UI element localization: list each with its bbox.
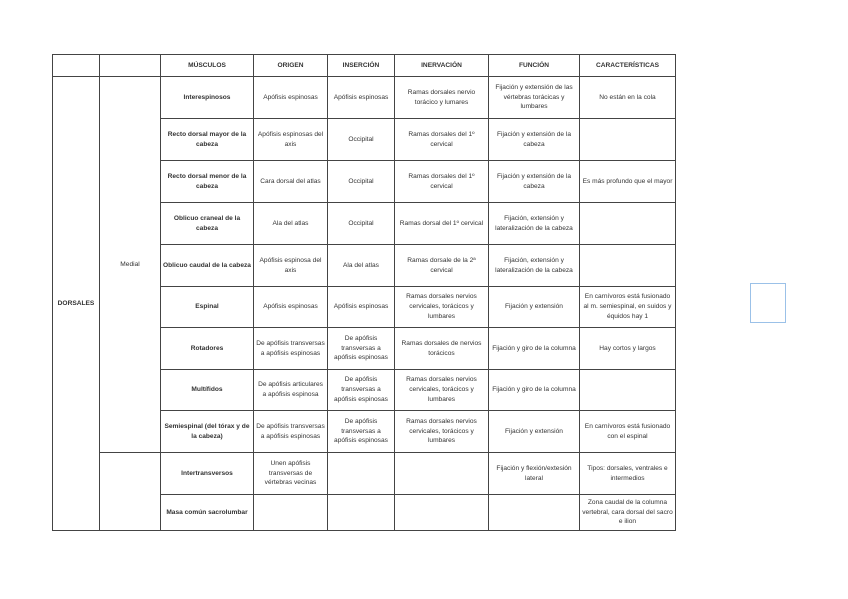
characteristics-cell: Es más profundo que el mayor [580, 161, 676, 203]
muscle-table [52, 54, 676, 531]
function-cell: Fijación, extensión y lateralización de la cabeza [489, 203, 580, 245]
empty-cell-outline [750, 283, 786, 323]
header-insercion: INSERCIÓN [328, 55, 395, 77]
table-row [53, 453, 676, 495]
origin-cell: De apófisis transversas a apófisis espinosas [254, 328, 328, 370]
muscle-name: Multífidos [161, 370, 254, 411]
origin-cell: De apófisis articulares a apófisis espinosa [254, 370, 328, 411]
insertion-cell: De apófisis transversas a apófisis espinosas [328, 370, 395, 411]
innervation-cell [395, 453, 489, 495]
group-label: Medial [100, 77, 161, 453]
innervation-cell: Ramas dorsales del 1º cervical [395, 119, 489, 161]
muscle-name: Espinal [161, 287, 254, 328]
origin-cell [254, 495, 328, 531]
function-cell: Fijación y extensión de la cabeza [489, 119, 580, 161]
group-cell-empty [100, 453, 161, 531]
function-cell: Fijación y flexión/extesión lateral [489, 453, 580, 495]
muscle-name: Oblicuo caudal de la cabeza [161, 245, 254, 287]
function-cell: Fijación y extensión de las vértebras torácicas y lumbares [489, 77, 580, 119]
characteristics-cell [580, 119, 676, 161]
characteristics-cell: Tipos: dorsales, ventrales e intermedios [580, 453, 676, 495]
characteristics-cell: Hay cortos y largos [580, 328, 676, 370]
empty-cell [53, 55, 100, 77]
header-musculos: MÚSCULOS [161, 55, 254, 77]
muscle-name: Rotadores [161, 328, 254, 370]
header-row [53, 55, 676, 77]
insertion-cell: Apófisis espinosas [328, 287, 395, 328]
characteristics-cell: En carnívoros está fusionado al m. semiespinal, en suidos y équidos hay 1 [580, 287, 676, 328]
characteristics-cell: No están en la cola [580, 77, 676, 119]
origin-cell: Apófisis espinosas [254, 77, 328, 119]
innervation-cell: Ramas dorsales nervio torácico y lumares [395, 77, 489, 119]
innervation-cell: Ramas dorsal del 1º cervical [395, 203, 489, 245]
function-cell [489, 495, 580, 531]
characteristics-cell: En carnívoros está fusionado con el espinal [580, 411, 676, 453]
function-cell: Fijación y extensión [489, 411, 580, 453]
insertion-cell: Apófisis espinosas [328, 77, 395, 119]
function-cell: Fijación y extensión [489, 287, 580, 328]
characteristics-cell [580, 370, 676, 411]
muscle-name: Recto dorsal menor de la cabeza [161, 161, 254, 203]
innervation-cell: Ramas dorsale de la 2ª cervical [395, 245, 489, 287]
characteristics-cell: Zona caudal de la columna vertebral, cara dorsal del sacro e ilion [580, 495, 676, 531]
header-inervacion: INERVACIÓN [395, 55, 489, 77]
characteristics-cell [580, 203, 676, 245]
innervation-cell: Ramas dorsales del 1º cervical [395, 161, 489, 203]
function-cell: Fijación y extensión de la cabeza [489, 161, 580, 203]
origin-cell: Unen apófisis transversas de vértebras vecinas [254, 453, 328, 495]
insertion-cell [328, 495, 395, 531]
origin-cell: Ala del atlas [254, 203, 328, 245]
innervation-cell: Ramas dorsales nervios cervicales, torácicos y lumbares [395, 370, 489, 411]
origin-cell: Apófisis espinosas [254, 287, 328, 328]
region-label: DORSALES [53, 77, 100, 531]
origin-cell: Apófisis espinosas del axis [254, 119, 328, 161]
muscle-name: Interespinosos [161, 77, 254, 119]
innervation-cell: Ramas dorsales nervios cervicales, torácicos y lumbares [395, 287, 489, 328]
muscle-name: Recto dorsal mayor de la cabeza [161, 119, 254, 161]
innervation-cell: Ramas dorsales de nervios torácicos [395, 328, 489, 370]
muscle-name: Semiespinal (del tórax y de la cabeza) [161, 411, 254, 453]
insertion-cell: Occipital [328, 161, 395, 203]
insertion-cell [328, 453, 395, 495]
function-cell: Fijación y giro de la columna [489, 370, 580, 411]
empty-cell [100, 55, 161, 77]
characteristics-cell [580, 245, 676, 287]
function-cell: Fijación, extensión y lateralización de la cabeza [489, 245, 580, 287]
innervation-cell [395, 495, 489, 531]
header-origen: ORIGEN [254, 55, 328, 77]
insertion-cell: Occipital [328, 203, 395, 245]
header-funcion: FUNCIÓN [489, 55, 580, 77]
origin-cell: Cara dorsal del atlas [254, 161, 328, 203]
origin-cell: De apófisis transversas a apófisis espinosas [254, 411, 328, 453]
table-row [53, 77, 676, 119]
origin-cell: Apófisis espinosa del axis [254, 245, 328, 287]
insertion-cell: Ala del atlas [328, 245, 395, 287]
insertion-cell: Occipital [328, 119, 395, 161]
muscle-name: Oblicuo craneal de la cabeza [161, 203, 254, 245]
header-caracteristicas: CARACTERÍSTICAS [580, 55, 676, 77]
muscle-name: Masa común sacrolumbar [161, 495, 254, 531]
innervation-cell: Ramas dorsales nervios cervicales, torácicos y lumbares [395, 411, 489, 453]
function-cell: Fijación y giro de la columna [489, 328, 580, 370]
muscle-name: Intertransversos [161, 453, 254, 495]
insertion-cell: De apófisis transversas a apófisis espinosas [328, 411, 395, 453]
insertion-cell: De apófisis transversas a apófisis espinosas [328, 328, 395, 370]
